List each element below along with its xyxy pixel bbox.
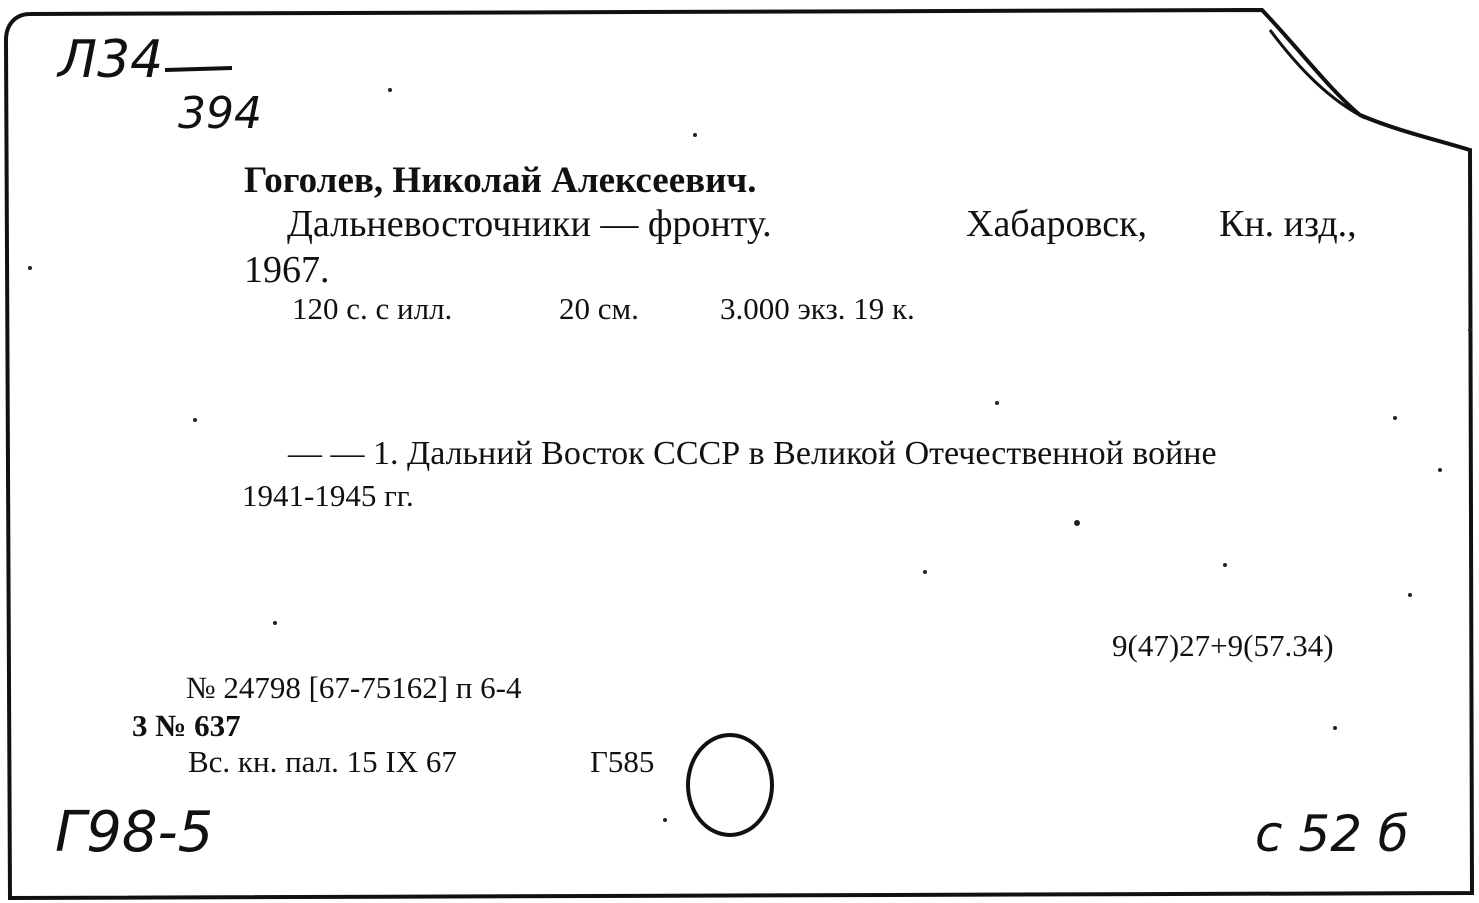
publication-year: 1967.	[244, 249, 330, 291]
handwritten-call-number-denominator: 394	[178, 88, 262, 139]
author-heading: Гоголев, Николай Алексеевич.	[244, 160, 757, 201]
publisher: Кн. изд.,	[1219, 203, 1357, 245]
copies-and-price: 3.000 экз. 19 к.	[720, 291, 915, 326]
record-code: Г585	[590, 744, 655, 779]
handwritten-bottom-right-code: с 52 б	[1255, 805, 1409, 863]
book-size: 20 см.	[559, 291, 639, 326]
publication-place: Хабаровск,	[966, 203, 1148, 245]
book-chamber-date: Вс. кн. пал. 15 IX 67	[188, 744, 457, 779]
record-number: № 24798 [67-75162] п 6-4	[186, 670, 522, 705]
subject-heading-line1: — — 1. Дальний Восток СССР в Великой Отечественной войне	[288, 435, 1217, 472]
order-number: 3 № 637	[132, 708, 241, 743]
handwritten-bottom-left-code: Г98-5	[55, 800, 214, 865]
classification-index: 9(47)27+9(57.34)	[1112, 628, 1334, 663]
subject-heading-line2: 1941-1945 гг.	[242, 478, 414, 513]
handwritten-call-number: Л34	[58, 30, 164, 90]
pagination: 120 с. с илл.	[292, 291, 453, 326]
book-title: Дальневосточники — фронту.	[287, 203, 772, 245]
